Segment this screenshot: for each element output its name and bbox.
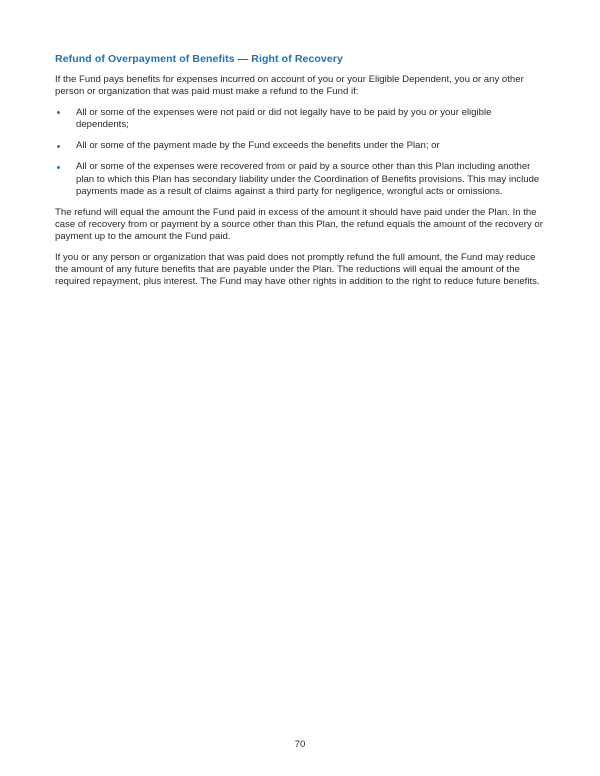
list-item-text: All or some of the expenses were recovered from or paid by a source other than this Plan including another plan to which this Plan has secondary liability under the Coordination of Benefits provisions. This may include payments made as a result of claims against a third party for negligence, wrongful acts or omissions. [76, 161, 540, 197]
section-heading: Refund of Overpayment of Benefits — Right of Recovery [55, 53, 343, 65]
list-item-text: All or some of the payment made by the Fund exceeds the benefits under the Plan; or [76, 140, 440, 152]
page-number: 70 [294, 739, 306, 750]
list-item [55, 161, 545, 197]
page-content [55, 52, 545, 288]
list-item-text: All or some of the expenses were not paid or did not legally have to be paid by you or your eligible dependents; [76, 107, 492, 131]
intro-paragraph: If the Fund pays benefits for expenses incurred on account of you or your Eligible Dependent, you or any other person or organization that was paid must make a refund to the Fund if: [55, 74, 524, 98]
bullet-point-icon [57, 145, 60, 148]
refund-conditions-list [55, 107, 545, 198]
bullet-point-icon [57, 111, 60, 114]
failure-to-refund-paragraph: If you or any person or organization that was paid does not promptly refund the full amount, the Fund may reduce the amount of any future benefits that are payable under the Plan. The reductions will equal the amount of the required repayment, plus interest. The Fund may have other rights in addition to the right to reduce future benefits. [55, 252, 540, 288]
list-item [55, 140, 545, 152]
list-item [55, 107, 545, 131]
bullet-point-icon [57, 166, 60, 169]
refund-amount-paragraph: The refund will equal the amount the Fund paid in excess of the amount it should have paid under the Plan. In the case of recovery from or payment by a source other than this Plan, the refund equals the amount of the recovery or payment up to the amount the Fund paid. [55, 206, 543, 242]
